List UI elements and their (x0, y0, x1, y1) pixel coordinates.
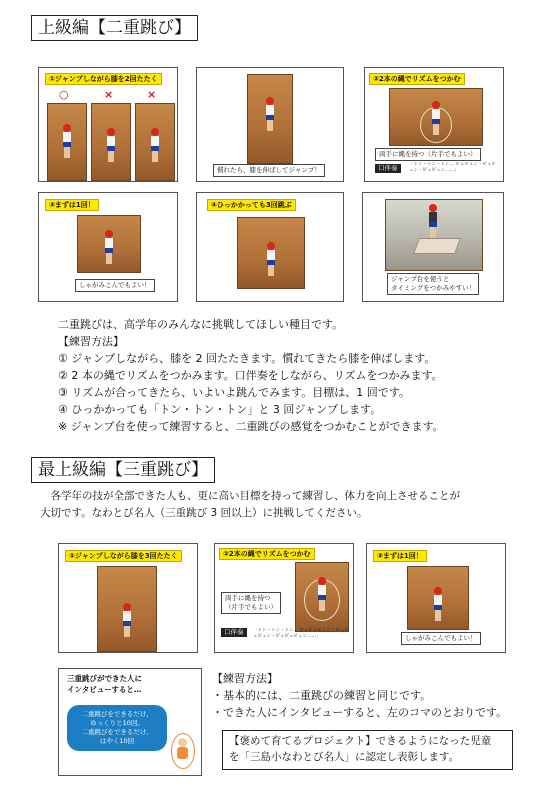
section1-step-2: ② 2 本の縄でリズムをつかみます。口伴奏をしながら、リズムをつかみます。 (58, 369, 443, 382)
photo-card-first-jump (38, 192, 178, 302)
child-figure (122, 603, 132, 637)
kuchi-banso-text: 「トン・トン・トン… ビュビュビュン・ビュビュビュン・ビュビュビュン……」 (253, 628, 349, 639)
photo-card-three-jumps (196, 192, 344, 302)
photo-three-jumps (237, 217, 305, 289)
child-figure (265, 97, 275, 131)
card-subtitle: しゃがみこんでもよい！ (401, 632, 481, 645)
photo-card-first-triple (366, 543, 506, 653)
kuchi-banso-tag: 口伴奏 (375, 164, 401, 173)
photo-jump-correct (47, 103, 87, 181)
interview-card (58, 668, 202, 776)
card-caption: ④ひっかかっても3回跳ぶ (207, 199, 296, 211)
photo-card-two-ropes (364, 67, 504, 182)
card-subtitle: ジャンプ台を使うと タイミングをつかみやすい！ (387, 273, 479, 295)
child-figure (431, 101, 441, 135)
card-subtitle: しゃがみこんでもよい！ (75, 279, 155, 292)
child-rope-icon (171, 733, 195, 769)
child-figure (150, 128, 160, 162)
jump-board-shape (413, 238, 461, 254)
child-figure (106, 128, 116, 162)
card-caption: ①ジャンプしながら膝を2回たたく (45, 73, 162, 85)
child-figure (433, 587, 443, 621)
card-caption: ③まずは1回！ (45, 199, 99, 211)
child-figure (62, 124, 72, 158)
section1-step-note: ※ ジャンプ台を使って練習すると、二重跳びの感覚をつかむことができます。 (58, 420, 444, 433)
kuchi-banso-tag: 口伴奏 (221, 628, 247, 637)
card-subtitle: 両手に縄を持つ （片手でもよい） (221, 592, 281, 614)
section1-step-4: ④ ひっかかっても「トン・トン・トン」と 3 回ジャンプします。 (58, 403, 382, 416)
card-caption: ①ジャンプしながら膝を3回たたく (65, 550, 182, 562)
wrong-mark-icon: × (104, 88, 114, 101)
photo-jump-board (385, 199, 483, 271)
child-figure (104, 230, 114, 264)
praise-project-line1: 【褒めて育てるプロジェクト】できるようになった児童 (229, 735, 492, 747)
photo-card-two-ropes-triple (214, 543, 354, 653)
section1-step-1: ① ジャンプしながら、膝を 2 回たたきます。慣れてきたら膝を伸ばします。 (58, 352, 436, 365)
child-figure (317, 577, 327, 611)
correct-mark-icon: ○ (59, 88, 69, 101)
child-figure (428, 204, 438, 238)
card-subtitle: 両手に縄を持つ（片手でもよい） (375, 148, 481, 161)
photo-jump-wrong-1 (91, 103, 131, 181)
section1-method-title: 【練習方法】 (58, 335, 124, 348)
praise-project-line2: を「三島小なわとび名人」に認定し表彰します。 (229, 751, 460, 763)
photo-card-jump-board (362, 192, 504, 302)
photo-jump-wrong-2 (135, 103, 175, 181)
photo-crouch-jump (77, 215, 141, 273)
photo-card-straight-leg (196, 67, 344, 182)
photo-knee-tap-3 (97, 566, 157, 652)
child-figure (266, 242, 276, 276)
photo-card-knee-tap-2 (38, 67, 178, 182)
card-caption: ③まずは1回！ (373, 550, 427, 562)
praise-project-box (222, 730, 513, 770)
section2-method-item-2: ・できた人にインタビューすると、左のコマのとおりです。 (212, 706, 508, 719)
interview-header: 三重跳びができた人に インタビューすると… (67, 674, 142, 694)
card-caption: ②2本の縄でリズムをつかむ (369, 73, 465, 85)
interview-bubble: 二重跳びをできるだけ、 ゆっくりと10回。 二重跳びをできるだけ、 はやく10回 (67, 705, 167, 751)
kuchi-banso-text: 「トン・トン・トン… ビュビュン・ビュビュン・ビュビュン……」 (409, 162, 496, 173)
wrong-mark-icon: × (147, 88, 157, 101)
section2-method-item-1: ・基本的には、二重跳びの練習と同じです。 (212, 689, 432, 702)
section1-intro: 二重跳びは、高学年のみんなに挑戦してほしい種目です。 (58, 318, 344, 331)
section1-title: 上級編【二重跳び】 (31, 15, 198, 41)
section2-intro-line1: 各学年の技が全部できた人も、更に高い目標を持って練習し、体力を向上させることが (40, 490, 460, 502)
section1-step-3: ③ リズムが合ってきたら、いよいよ跳んでみます。目標は、1 回です。 (58, 386, 410, 399)
photo-card-knee-tap-3 (58, 543, 198, 653)
section2-method-title: 【練習方法】 (212, 672, 278, 685)
photo-crouch-triple (407, 566, 469, 630)
photo-straight-leg-jump (247, 74, 293, 164)
photo-two-ropes (389, 88, 483, 146)
card-caption: ②2本の縄でリズムをつかむ (219, 548, 315, 560)
card-subtitle: 慣れたら、膝を伸ばしてジャンプ！ (213, 164, 325, 177)
photo-two-ropes-triple (295, 562, 349, 632)
section2-title: 最上級編【三重跳び】 (31, 457, 215, 483)
section2-intro-line2: 大切です。なわとび名人（三重跳び 3 回以上）に挑戦してください。 (40, 507, 368, 519)
